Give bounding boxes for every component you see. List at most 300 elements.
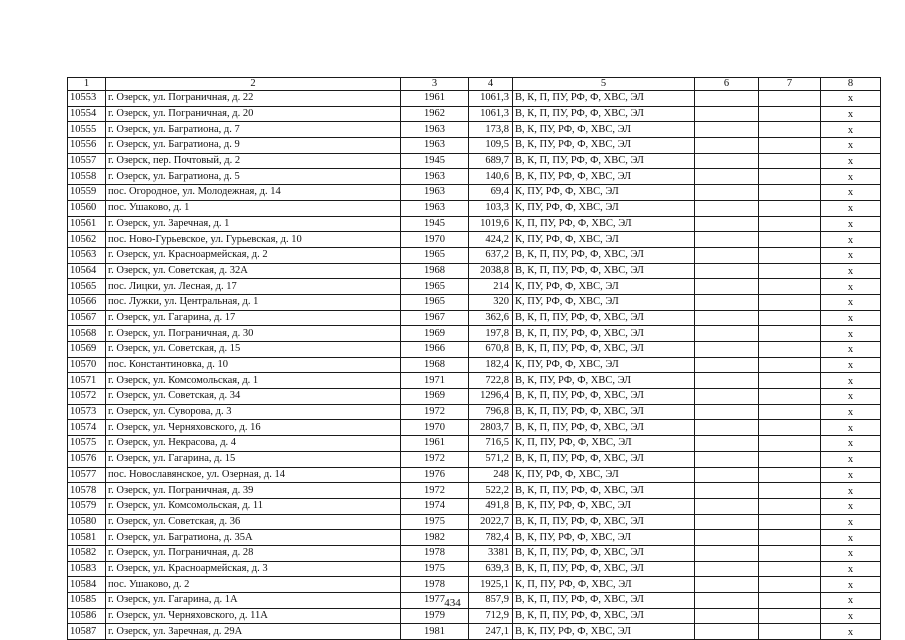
table-row xyxy=(68,216,881,232)
address-cell: г. Озерск, пер. Почтовый, д. 2 xyxy=(106,153,401,169)
col-7-cell xyxy=(759,514,821,530)
year-cell: 1972 xyxy=(401,483,469,499)
mark-cell: х xyxy=(821,342,881,358)
col-6-cell xyxy=(695,404,759,420)
header-col-8: 8 xyxy=(821,78,881,91)
col-7-cell xyxy=(759,373,821,389)
area-cell: 182,4 xyxy=(469,357,513,373)
area-cell: 522,2 xyxy=(469,483,513,499)
col-6-cell xyxy=(695,561,759,577)
col-7-cell xyxy=(759,404,821,420)
record-number: 10556 xyxy=(68,138,106,154)
works-cell: К, ПУ, РФ, Ф, ХВС, ЭЛ xyxy=(513,200,695,216)
table-row xyxy=(68,373,881,389)
table-row xyxy=(68,310,881,326)
mark-cell: х xyxy=(821,404,881,420)
works-cell: К, ПУ, РФ, Ф, ХВС, ЭЛ xyxy=(513,467,695,483)
mark-cell: х xyxy=(821,467,881,483)
address-cell: пос. Ушаково, д. 2 xyxy=(106,577,401,593)
table-row xyxy=(68,608,881,624)
col-6-cell xyxy=(695,608,759,624)
housing-register-table xyxy=(67,77,881,640)
record-number: 10553 xyxy=(68,91,106,107)
year-cell: 1975 xyxy=(401,561,469,577)
address-cell: г. Озерск, ул. Некрасова, д. 4 xyxy=(106,436,401,452)
year-cell: 1965 xyxy=(401,294,469,310)
col-6-cell xyxy=(695,247,759,263)
mark-cell: х xyxy=(821,185,881,201)
record-number: 10577 xyxy=(68,467,106,483)
works-cell: В, К, П, ПУ, РФ, Ф, ХВС, ЭЛ xyxy=(513,263,695,279)
year-cell: 1945 xyxy=(401,153,469,169)
table-row xyxy=(68,122,881,138)
col-7-cell xyxy=(759,326,821,342)
area-cell: 796,8 xyxy=(469,404,513,420)
table-row xyxy=(68,561,881,577)
col-7-cell xyxy=(759,294,821,310)
record-number: 10586 xyxy=(68,608,106,624)
col-6-cell xyxy=(695,342,759,358)
col-6-cell xyxy=(695,436,759,452)
col-7-cell xyxy=(759,122,821,138)
col-6-cell xyxy=(695,389,759,405)
col-6-cell xyxy=(695,185,759,201)
year-cell: 1965 xyxy=(401,279,469,295)
col-6-cell xyxy=(695,279,759,295)
area-cell: 670,8 xyxy=(469,342,513,358)
col-7-cell xyxy=(759,530,821,546)
col-6-cell xyxy=(695,530,759,546)
col-7-cell xyxy=(759,200,821,216)
col-6-cell xyxy=(695,106,759,122)
works-cell: В, К, П, ПУ, РФ, Ф, ХВС, ЭЛ xyxy=(513,420,695,436)
address-cell: пос. Новославянское, ул. Озерная, д. 14 xyxy=(106,467,401,483)
address-cell: г. Озерск, ул. Красноармейская, д. 2 xyxy=(106,247,401,263)
area-cell: 173,8 xyxy=(469,122,513,138)
table-row xyxy=(68,577,881,593)
address-cell: г. Озерск, ул. Багратиона, д. 9 xyxy=(106,138,401,154)
table-row xyxy=(68,247,881,263)
address-cell: г. Озерск, ул. Багратиона, д. 35А xyxy=(106,530,401,546)
year-cell: 1963 xyxy=(401,169,469,185)
col-6-cell xyxy=(695,420,759,436)
record-number: 10559 xyxy=(68,185,106,201)
table-body xyxy=(68,91,881,640)
record-number: 10564 xyxy=(68,263,106,279)
col-7-cell xyxy=(759,624,821,640)
year-cell: 1970 xyxy=(401,232,469,248)
area-cell: 712,9 xyxy=(469,608,513,624)
year-cell: 1982 xyxy=(401,530,469,546)
record-number: 10581 xyxy=(68,530,106,546)
works-cell: В, К, П, ПУ, РФ, Ф, ХВС, ЭЛ xyxy=(513,106,695,122)
address-cell: г. Озерск, ул. Комсомольская, д. 11 xyxy=(106,498,401,514)
mark-cell: х xyxy=(821,263,881,279)
header-col-2: 2 xyxy=(106,78,401,91)
year-cell: 1966 xyxy=(401,342,469,358)
record-number: 10558 xyxy=(68,169,106,185)
table-row xyxy=(68,467,881,483)
header-row xyxy=(68,78,881,91)
col-6-cell xyxy=(695,310,759,326)
mark-cell: х xyxy=(821,545,881,561)
table-row xyxy=(68,389,881,405)
record-number: 10560 xyxy=(68,200,106,216)
record-number: 10587 xyxy=(68,624,106,640)
record-number: 10576 xyxy=(68,451,106,467)
header-col-3: 3 xyxy=(401,78,469,91)
works-cell: К, ПУ, РФ, Ф, ХВС, ЭЛ xyxy=(513,185,695,201)
col-6-cell xyxy=(695,263,759,279)
mark-cell: х xyxy=(821,624,881,640)
year-cell: 1971 xyxy=(401,373,469,389)
year-cell: 1977 xyxy=(401,593,469,609)
record-number: 10557 xyxy=(68,153,106,169)
address-cell: пос. Константиновка, д. 10 xyxy=(106,357,401,373)
col-6-cell xyxy=(695,451,759,467)
header-col-4: 4 xyxy=(469,78,513,91)
address-cell: г. Озерск, ул. Пограничная, д. 20 xyxy=(106,106,401,122)
col-7-cell xyxy=(759,451,821,467)
mark-cell: х xyxy=(821,514,881,530)
works-cell: В, К, П, ПУ, РФ, Ф, ХВС, ЭЛ xyxy=(513,91,695,107)
address-cell: г. Озерск, ул. Красноармейская, д. 3 xyxy=(106,561,401,577)
area-cell: 424,2 xyxy=(469,232,513,248)
area-cell: 69,4 xyxy=(469,185,513,201)
mark-cell: х xyxy=(821,498,881,514)
record-number: 10584 xyxy=(68,577,106,593)
area-cell: 571,2 xyxy=(469,451,513,467)
address-cell: г. Озерск, ул. Пограничная, д. 22 xyxy=(106,91,401,107)
mark-cell: х xyxy=(821,122,881,138)
col-7-cell xyxy=(759,420,821,436)
works-cell: В, К, П, ПУ, РФ, Ф, ХВС, ЭЛ xyxy=(513,342,695,358)
year-cell: 1976 xyxy=(401,467,469,483)
col-6-cell xyxy=(695,294,759,310)
col-7-cell xyxy=(759,545,821,561)
works-cell: В, К, П, ПУ, РФ, Ф, ХВС, ЭЛ xyxy=(513,310,695,326)
table-row xyxy=(68,294,881,310)
mark-cell: х xyxy=(821,169,881,185)
table-row xyxy=(68,138,881,154)
record-number: 10571 xyxy=(68,373,106,389)
area-cell: 1061,3 xyxy=(469,91,513,107)
year-cell: 1961 xyxy=(401,91,469,107)
works-cell: В, К, П, ПУ, РФ, Ф, ХВС, ЭЛ xyxy=(513,483,695,499)
address-cell: г. Озерск, ул. Заречная, д. 1 xyxy=(106,216,401,232)
col-7-cell xyxy=(759,357,821,373)
col-7-cell xyxy=(759,498,821,514)
col-7-cell xyxy=(759,247,821,263)
table-row xyxy=(68,530,881,546)
table-row xyxy=(68,624,881,640)
col-7-cell xyxy=(759,279,821,295)
col-7-cell xyxy=(759,106,821,122)
col-6-cell xyxy=(695,91,759,107)
address-cell: пос. Огородное, ул. Молодежная, д. 14 xyxy=(106,185,401,201)
col-6-cell xyxy=(695,122,759,138)
record-number: 10574 xyxy=(68,420,106,436)
record-number: 10554 xyxy=(68,106,106,122)
record-number: 10585 xyxy=(68,593,106,609)
year-cell: 1979 xyxy=(401,608,469,624)
area-cell: 248 xyxy=(469,467,513,483)
record-number: 10567 xyxy=(68,310,106,326)
address-cell: г. Озерск, ул. Гагарина, д. 1А xyxy=(106,593,401,609)
table-row xyxy=(68,545,881,561)
mark-cell: х xyxy=(821,373,881,389)
col-7-cell xyxy=(759,153,821,169)
mark-cell: х xyxy=(821,530,881,546)
mark-cell: х xyxy=(821,294,881,310)
works-cell: К, П, ПУ, РФ, Ф, ХВС, ЭЛ xyxy=(513,216,695,232)
mark-cell: х xyxy=(821,420,881,436)
col-6-cell xyxy=(695,373,759,389)
area-cell: 362,6 xyxy=(469,310,513,326)
record-number: 10578 xyxy=(68,483,106,499)
works-cell: В, К, П, ПУ, РФ, Ф, ХВС, ЭЛ xyxy=(513,153,695,169)
table-row xyxy=(68,483,881,499)
works-cell: В, К, ПУ, РФ, Ф, ХВС, ЭЛ xyxy=(513,138,695,154)
col-6-cell xyxy=(695,357,759,373)
record-number: 10555 xyxy=(68,122,106,138)
col-7-cell xyxy=(759,389,821,405)
year-cell: 1975 xyxy=(401,514,469,530)
col-6-cell xyxy=(695,232,759,248)
works-cell: К, П, ПУ, РФ, Ф, ХВС, ЭЛ xyxy=(513,436,695,452)
year-cell: 1969 xyxy=(401,389,469,405)
col-7-cell xyxy=(759,608,821,624)
year-cell: 1970 xyxy=(401,420,469,436)
table-row xyxy=(68,404,881,420)
address-cell: г. Озерск, ул. Черняховского, д. 11А xyxy=(106,608,401,624)
mark-cell: х xyxy=(821,106,881,122)
year-cell: 1963 xyxy=(401,185,469,201)
works-cell: В, К, П, ПУ, РФ, Ф, ХВС, ЭЛ xyxy=(513,389,695,405)
works-cell: К, ПУ, РФ, Ф, ХВС, ЭЛ xyxy=(513,294,695,310)
works-cell: В, К, П, ПУ, РФ, Ф, ХВС, ЭЛ xyxy=(513,545,695,561)
mark-cell: х xyxy=(821,483,881,499)
works-cell: В, К, ПУ, РФ, Ф, ХВС, ЭЛ xyxy=(513,530,695,546)
col-7-cell xyxy=(759,169,821,185)
address-cell: пос. Лицки, ул. Лесная, д. 17 xyxy=(106,279,401,295)
table-row xyxy=(68,91,881,107)
col-6-cell xyxy=(695,498,759,514)
col-6-cell xyxy=(695,169,759,185)
works-cell: В, К, ПУ, РФ, Ф, ХВС, ЭЛ xyxy=(513,373,695,389)
year-cell: 1978 xyxy=(401,545,469,561)
area-cell: 140,6 xyxy=(469,169,513,185)
table-row xyxy=(68,200,881,216)
year-cell: 1968 xyxy=(401,263,469,279)
works-cell: К, ПУ, РФ, Ф, ХВС, ЭЛ xyxy=(513,232,695,248)
mark-cell: х xyxy=(821,451,881,467)
area-cell: 857,9 xyxy=(469,593,513,609)
col-6-cell xyxy=(695,514,759,530)
area-cell: 320 xyxy=(469,294,513,310)
address-cell: г. Озерск, ул. Гагарина, д. 17 xyxy=(106,310,401,326)
address-cell: г. Озерск, ул. Заречная, д. 29А xyxy=(106,624,401,640)
address-cell: г. Озерск, ул. Комсомольская, д. 1 xyxy=(106,373,401,389)
year-cell: 1963 xyxy=(401,122,469,138)
col-7-cell xyxy=(759,138,821,154)
mark-cell: х xyxy=(821,608,881,624)
record-number: 10579 xyxy=(68,498,106,514)
record-number: 10580 xyxy=(68,514,106,530)
col-6-cell xyxy=(695,467,759,483)
mark-cell: х xyxy=(821,216,881,232)
address-cell: г. Озерск, ул. Советская, д. 36 xyxy=(106,514,401,530)
table-row xyxy=(68,436,881,452)
col-7-cell xyxy=(759,232,821,248)
works-cell: В, К, ПУ, РФ, Ф, ХВС, ЭЛ xyxy=(513,169,695,185)
works-cell: К, ПУ, РФ, Ф, ХВС, ЭЛ xyxy=(513,357,695,373)
year-cell: 1945 xyxy=(401,216,469,232)
works-cell: В, К, П, ПУ, РФ, Ф, ХВС, ЭЛ xyxy=(513,593,695,609)
area-cell: 1296,4 xyxy=(469,389,513,405)
table-row xyxy=(68,342,881,358)
col-7-cell xyxy=(759,436,821,452)
col-7-cell xyxy=(759,185,821,201)
area-cell: 1925,1 xyxy=(469,577,513,593)
address-cell: г. Озерск, ул. Гагарина, д. 15 xyxy=(106,451,401,467)
address-cell: г. Озерск, ул. Пограничная, д. 28 xyxy=(106,545,401,561)
year-cell: 1965 xyxy=(401,247,469,263)
area-cell: 639,3 xyxy=(469,561,513,577)
year-cell: 1972 xyxy=(401,404,469,420)
area-cell: 197,8 xyxy=(469,326,513,342)
table-row xyxy=(68,357,881,373)
address-cell: г. Озерск, ул. Пограничная, д. 39 xyxy=(106,483,401,499)
works-cell: В, К, ПУ, РФ, Ф, ХВС, ЭЛ xyxy=(513,498,695,514)
area-cell: 109,5 xyxy=(469,138,513,154)
col-7-cell xyxy=(759,561,821,577)
address-cell: г. Озерск, ул. Советская, д. 15 xyxy=(106,342,401,358)
works-cell: В, К, ПУ, РФ, Ф, ХВС, ЭЛ xyxy=(513,624,695,640)
table-row xyxy=(68,106,881,122)
col-7-cell xyxy=(759,310,821,326)
col-6-cell xyxy=(695,624,759,640)
col-7-cell xyxy=(759,342,821,358)
table-row xyxy=(68,326,881,342)
mark-cell: х xyxy=(821,153,881,169)
table-row xyxy=(68,153,881,169)
year-cell: 1969 xyxy=(401,326,469,342)
header-col-6: 6 xyxy=(695,78,759,91)
mark-cell: х xyxy=(821,200,881,216)
works-cell: К, ПУ, РФ, Ф, ХВС, ЭЛ xyxy=(513,279,695,295)
area-cell: 103,3 xyxy=(469,200,513,216)
mark-cell: х xyxy=(821,389,881,405)
area-cell: 722,8 xyxy=(469,373,513,389)
area-cell: 782,4 xyxy=(469,530,513,546)
record-number: 10583 xyxy=(68,561,106,577)
record-number: 10573 xyxy=(68,404,106,420)
col-7-cell xyxy=(759,216,821,232)
area-cell: 2803,7 xyxy=(469,420,513,436)
area-cell: 689,7 xyxy=(469,153,513,169)
year-cell: 1963 xyxy=(401,138,469,154)
col-6-cell xyxy=(695,483,759,499)
works-cell: В, К, П, ПУ, РФ, Ф, ХВС, ЭЛ xyxy=(513,608,695,624)
area-cell: 214 xyxy=(469,279,513,295)
area-cell: 3381 xyxy=(469,545,513,561)
address-cell: г. Озерск, ул. Пограничная, д. 30 xyxy=(106,326,401,342)
area-cell: 1061,3 xyxy=(469,106,513,122)
works-cell: В, К, П, ПУ, РФ, Ф, ХВС, ЭЛ xyxy=(513,247,695,263)
area-cell: 2022,7 xyxy=(469,514,513,530)
works-cell: В, К, ПУ, РФ, Ф, ХВС, ЭЛ xyxy=(513,122,695,138)
mark-cell: х xyxy=(821,436,881,452)
table-row xyxy=(68,232,881,248)
address-cell: г. Озерск, ул. Черняховского, д. 16 xyxy=(106,420,401,436)
record-number: 10569 xyxy=(68,342,106,358)
record-number: 10565 xyxy=(68,279,106,295)
col-7-cell xyxy=(759,91,821,107)
mark-cell: х xyxy=(821,279,881,295)
table-row xyxy=(68,514,881,530)
year-cell: 1968 xyxy=(401,357,469,373)
mark-cell: х xyxy=(821,232,881,248)
year-cell: 1962 xyxy=(401,106,469,122)
header-col-1: 1 xyxy=(68,78,106,91)
works-cell: В, К, П, ПУ, РФ, Ф, ХВС, ЭЛ xyxy=(513,561,695,577)
col-7-cell xyxy=(759,577,821,593)
address-cell: г. Озерск, ул. Советская, д. 34 xyxy=(106,389,401,405)
record-number: 10566 xyxy=(68,294,106,310)
table-row xyxy=(68,279,881,295)
table-row xyxy=(68,451,881,467)
address-cell: пос. Лужки, ул. Центральная, д. 1 xyxy=(106,294,401,310)
address-cell: пос. Ушаково, д. 1 xyxy=(106,200,401,216)
works-cell: В, К, П, ПУ, РФ, Ф, ХВС, ЭЛ xyxy=(513,326,695,342)
table-row xyxy=(68,420,881,436)
works-cell: В, К, П, ПУ, РФ, Ф, ХВС, ЭЛ xyxy=(513,451,695,467)
col-7-cell xyxy=(759,483,821,499)
area-cell: 247,1 xyxy=(469,624,513,640)
col-6-cell xyxy=(695,216,759,232)
address-cell: пос. Ново-Гурьевское, ул. Гурьевская, д. 10 xyxy=(106,232,401,248)
mark-cell: х xyxy=(821,247,881,263)
works-cell: К, П, ПУ, РФ, Ф, ХВС, ЭЛ xyxy=(513,577,695,593)
record-number: 10568 xyxy=(68,326,106,342)
record-number: 10582 xyxy=(68,545,106,561)
address-cell: г. Озерск, ул. Советская, д. 32А xyxy=(106,263,401,279)
record-number: 10575 xyxy=(68,436,106,452)
year-cell: 1981 xyxy=(401,624,469,640)
table-header xyxy=(68,78,881,91)
record-number: 10561 xyxy=(68,216,106,232)
mark-cell: х xyxy=(821,138,881,154)
table-row xyxy=(68,169,881,185)
col-6-cell xyxy=(695,577,759,593)
header-col-5: 5 xyxy=(513,78,695,91)
record-number: 10562 xyxy=(68,232,106,248)
works-cell: В, К, П, ПУ, РФ, Ф, ХВС, ЭЛ xyxy=(513,514,695,530)
year-cell: 1967 xyxy=(401,310,469,326)
mark-cell: х xyxy=(821,561,881,577)
col-6-cell xyxy=(695,545,759,561)
mark-cell: х xyxy=(821,91,881,107)
col-6-cell xyxy=(695,153,759,169)
area-cell: 2038,8 xyxy=(469,263,513,279)
col-6-cell xyxy=(695,138,759,154)
area-cell: 1019,6 xyxy=(469,216,513,232)
works-cell: В, К, П, ПУ, РФ, Ф, ХВС, ЭЛ xyxy=(513,404,695,420)
year-cell: 1963 xyxy=(401,200,469,216)
year-cell: 1978 xyxy=(401,577,469,593)
year-cell: 1974 xyxy=(401,498,469,514)
